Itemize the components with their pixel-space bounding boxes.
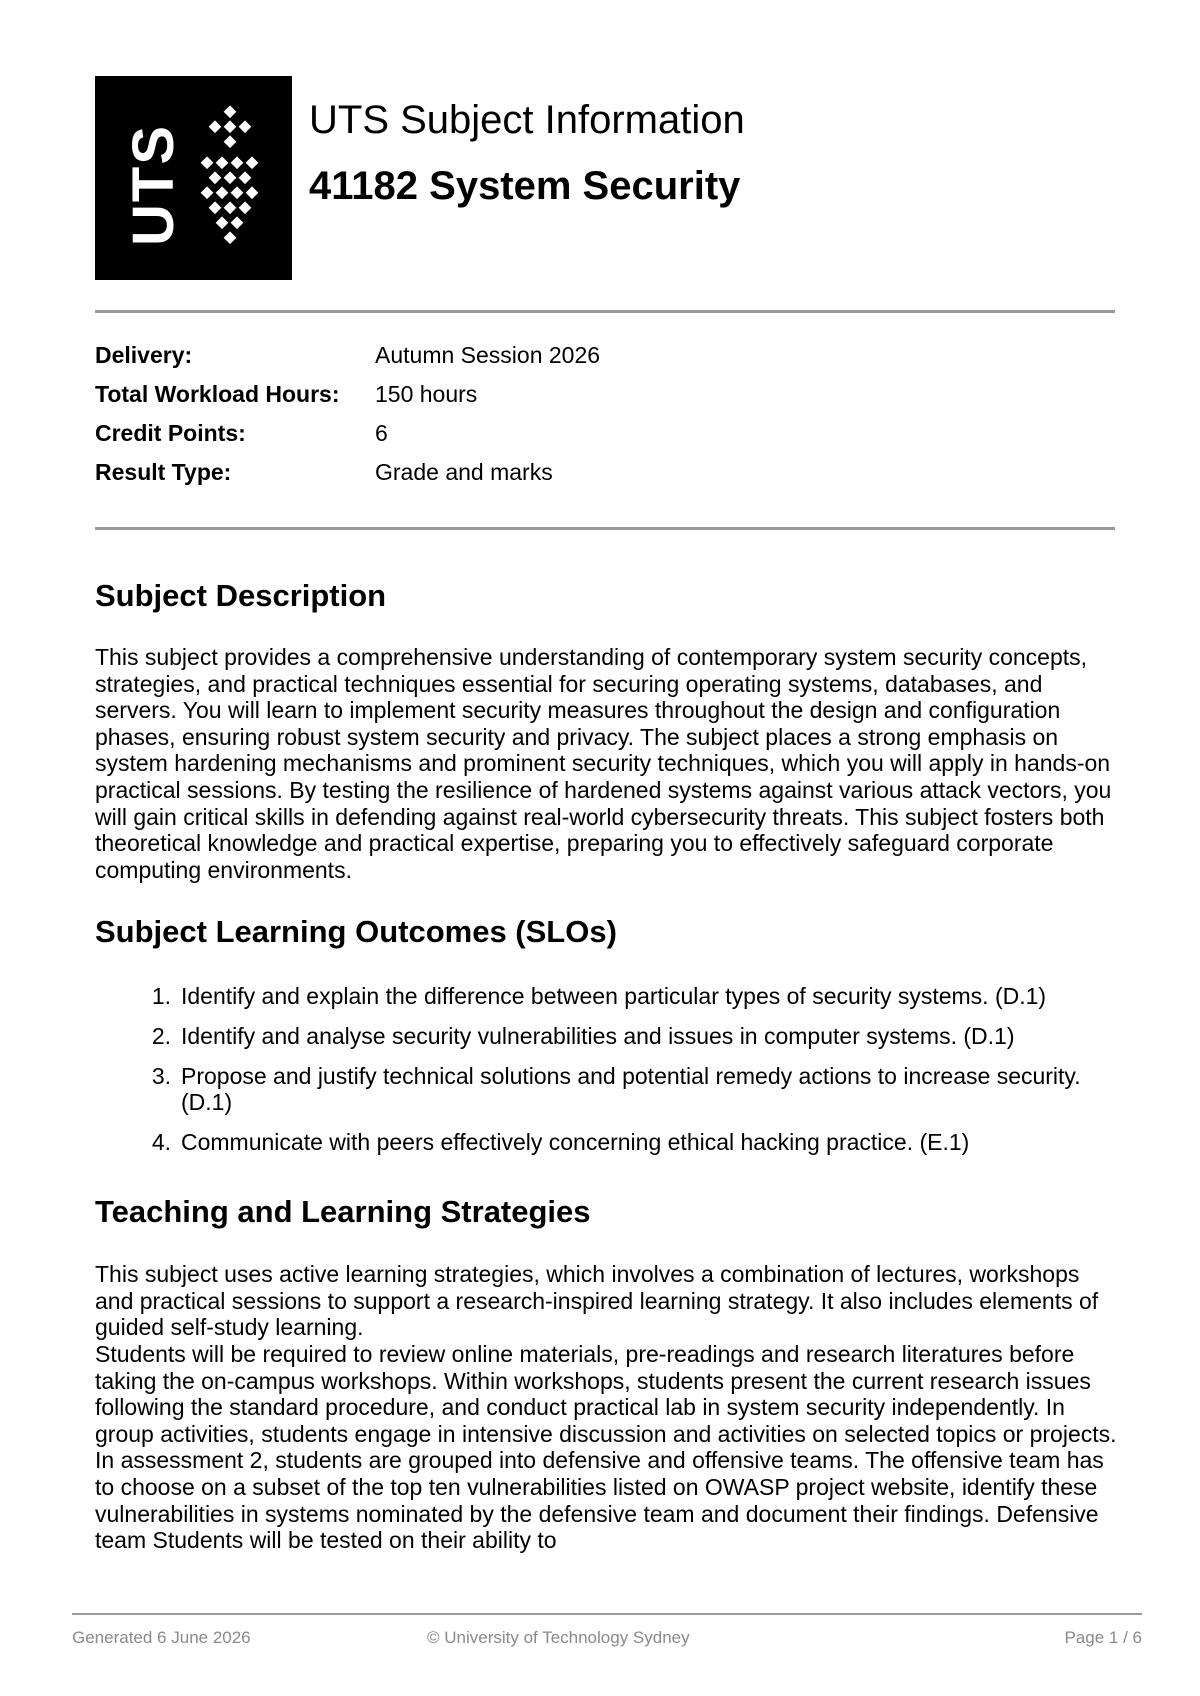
slo-list (95, 983, 1120, 1169)
subject-details (95, 340, 1115, 496)
list-text: Communicate with peers effectively concerning ethical hacking practice. (E.1) (181, 1129, 970, 1155)
detail-value: Grade and marks (375, 459, 553, 485)
detail-label: Result Type: (95, 459, 232, 485)
detail-value: 150 hours (375, 381, 478, 407)
section-heading-teaching: Teaching and Learning Strategies (95, 1194, 591, 1229)
footer-divider (72, 1613, 1142, 1615)
list-number: 2. (151, 1023, 171, 1049)
list-item (95, 983, 1120, 1009)
divider (95, 310, 1115, 313)
detail-label: Total Workload Hours: (95, 381, 340, 407)
list-number: 4. (151, 1129, 171, 1155)
subject-title: 41182 System Security (309, 164, 741, 208)
uts-logo (95, 76, 292, 280)
subject-description-text: This subject provides a comprehensive understanding of contemporary system security concepts, strategies, and practical techniques essential for securing operating systems, databases, and servers. You will learn to implement security measures throughout the design and configuration phases, ensuring robust system security and privacy. The subject places a strong emphasis on system hardening mechanisms and prominent security techniques, which you will apply in hands-on practical sessions. By testing the resilience of hardened systems against various attack vectors, you will gain critical skills in defending against real-world cybersecurity threats. This subject fosters both theoretical knowledge and practical expertise, preparing you to effectively safeguard corporate computing environments. (95, 644, 1112, 883)
page-number: Page 1 / 6 (1064, 1628, 1142, 1647)
list-item (95, 1063, 1120, 1115)
list-text: Propose and justify technical solutions and potential remedy actions to increase security. (D.1) (181, 1063, 1081, 1115)
list-text: Identify and analyse security vulnerabilities and issues in computer systems. (D.1) (181, 1023, 1015, 1049)
copyright: © University of Technology Sydney (427, 1628, 690, 1647)
list-number: 1. (151, 983, 171, 1009)
list-number: 3. (151, 1063, 171, 1089)
teaching-paragraph-1: This subject uses active learning strategies, which involves a combination of lectures, workshops and practical sessions to support a research-inspired learning strategy. It also includes elements of guided self-study learning. (95, 1261, 1099, 1341)
detail-value: Autumn Session 2026 (375, 342, 601, 368)
list-item (95, 1023, 1120, 1049)
detail-row-credit-points (95, 418, 1115, 457)
detail-row-result-type (95, 457, 1115, 496)
generated-date: Generated 6 June 2026 (72, 1628, 251, 1647)
list-text: Identify and explain the difference between particular types of security systems. (D.1) (181, 983, 1047, 1009)
divider (95, 527, 1115, 530)
detail-row-workload (95, 379, 1115, 418)
svg-text:UTS: UTS (121, 124, 186, 246)
section-heading-slos: Subject Learning Outcomes (SLOs) (95, 914, 617, 949)
detail-row-delivery (95, 340, 1115, 379)
detail-value: 6 (375, 420, 388, 446)
section-heading-description: Subject Description (95, 578, 387, 613)
detail-label: Delivery: (95, 342, 193, 368)
teaching-paragraph-2: Students will be required to review online materials, pre-readings and research literatures before taking the on-campus workshops. Within workshops, students present the current research issues following the standard procedure, and conduct practical lab in system security independently. In group activities, students engage in intensive discussion and activities on selected topics or projects. In assessment 2, students are grouped into defensive and offensive teams. The offensive team has to choose on a subset of the top ten vulnerabilities listed on OWASP project website, identify these vulnerabilities in systems nominated by the defensive team and document their findings. Defensive team Students will be tested on their ability to (95, 1341, 1117, 1554)
detail-label: Credit Points: (95, 420, 246, 446)
document-title: UTS Subject Information (309, 98, 745, 142)
list-item (95, 1129, 1120, 1155)
